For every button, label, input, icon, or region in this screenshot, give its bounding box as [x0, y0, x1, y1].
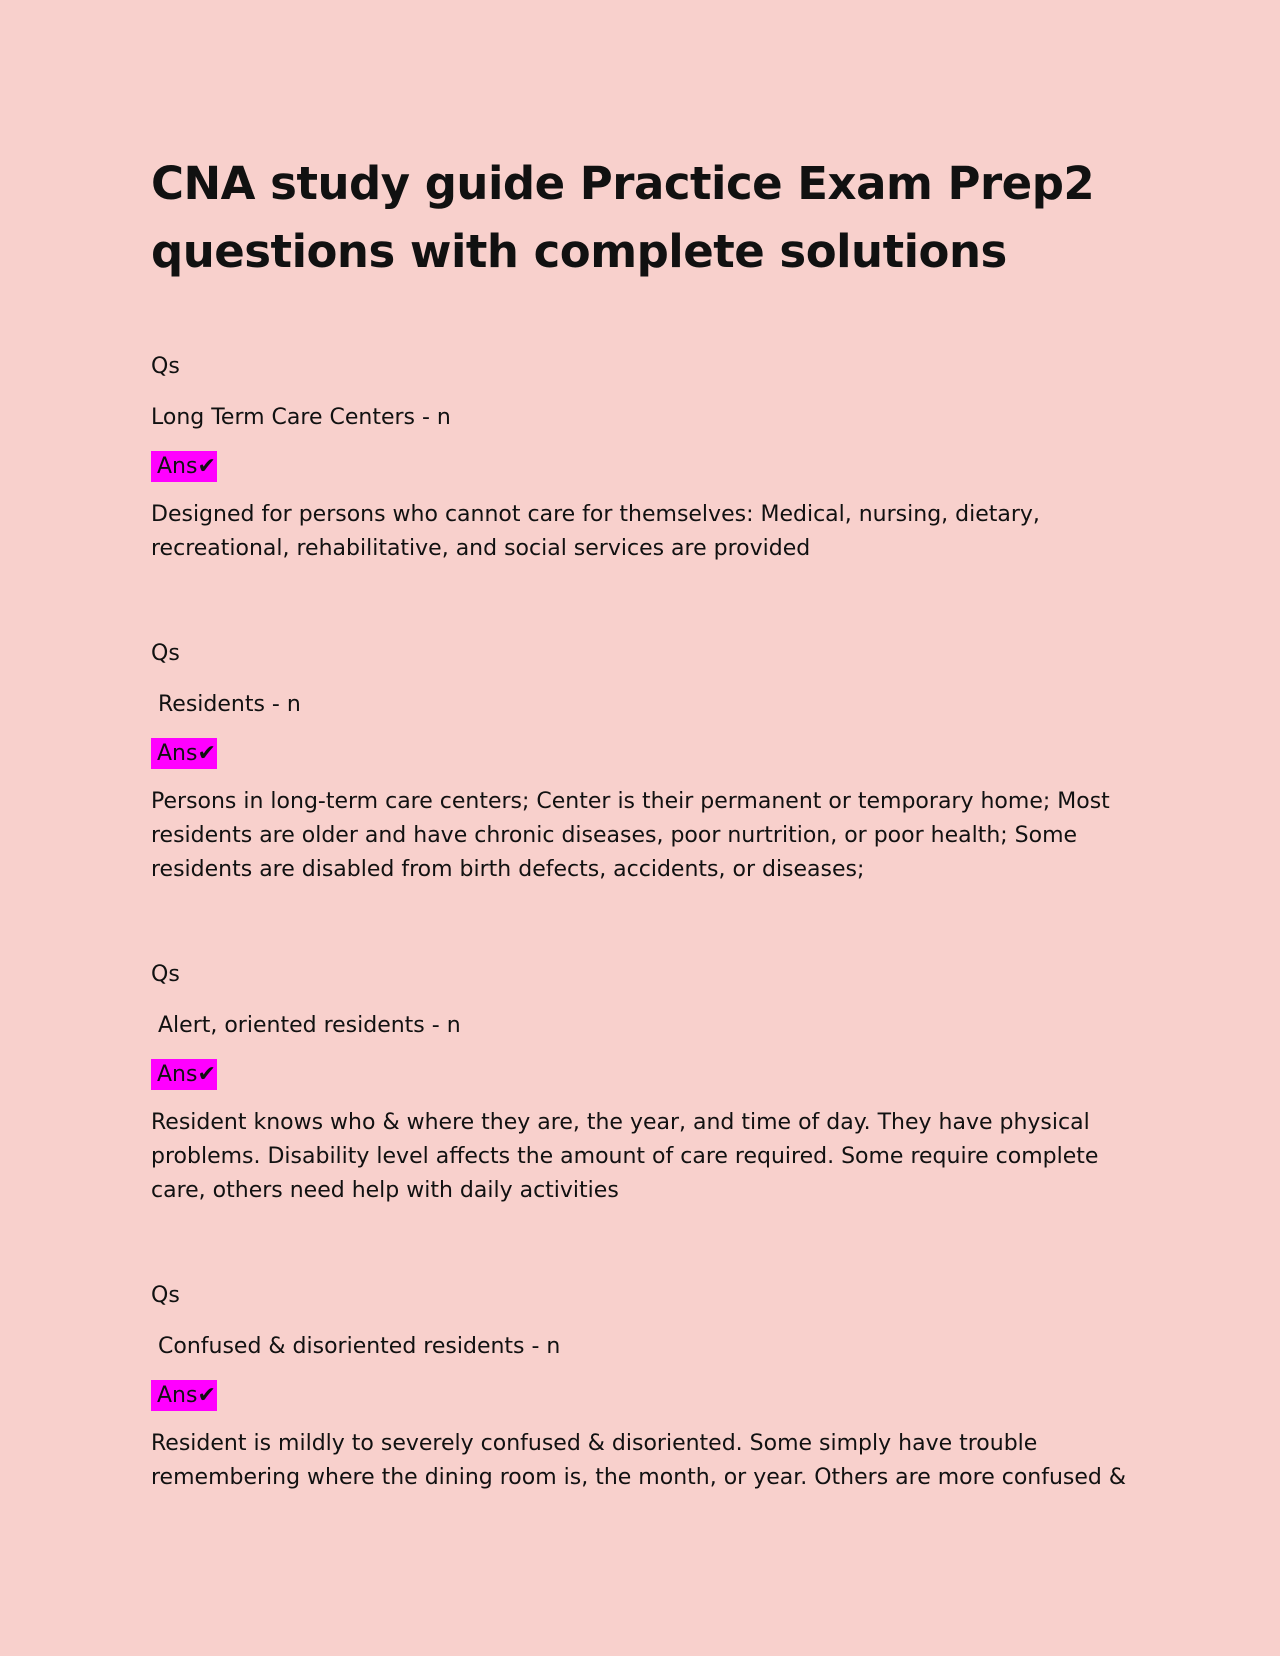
qs-label: Qs — [151, 1283, 180, 1308]
qa-item — [151, 1279, 1131, 1495]
qs-label: Qs — [151, 641, 180, 666]
qa-item — [151, 637, 1131, 887]
answer-text: Resident knows who & where they are, the year, and time of day. They have physical problems. Disability level affects the amount of care required. Some require complete care, others need help with daily activities — [151, 1110, 1099, 1203]
answer-text: Resident is mildly to severely confused & disoriented. Some simply have trouble remembering where the dining room is, the month, or year. Others are more confused & — [151, 1431, 1127, 1490]
question-text: Confused & disoriented residents - n — [151, 1334, 561, 1359]
ans-badge: Ans✔ — [151, 738, 217, 769]
question-text: Alert, oriented residents - n — [151, 1013, 461, 1038]
qa-item — [151, 958, 1131, 1208]
qs-label: Qs — [151, 354, 180, 379]
document-page — [151, 150, 1131, 1490]
ans-badge: Ans✔ — [151, 1059, 217, 1090]
ans-badge: Ans✔ — [151, 451, 217, 482]
document-title: CNA study guide Practice Exam Prep2 questions with complete solutions — [151, 157, 1095, 278]
answer-text: Designed for persons who cannot care for themselves: Medical, nursing, dietary, recreational, rehabilitative, and social services are provided — [151, 502, 1040, 561]
qs-label: Qs — [151, 962, 180, 987]
question-text: Long Term Care Centers - n — [151, 405, 451, 430]
question-text: Residents - n — [151, 692, 301, 717]
ans-badge: Ans✔ — [151, 1380, 217, 1411]
answer-text: Persons in long-term care centers; Center is their permanent or temporary home; Most residents are older and have chronic diseases, poor nurtrition, or poor health; Some residents are disabled from birth defects, accidents, or diseases; — [151, 789, 1110, 882]
qa-item — [151, 350, 1131, 566]
